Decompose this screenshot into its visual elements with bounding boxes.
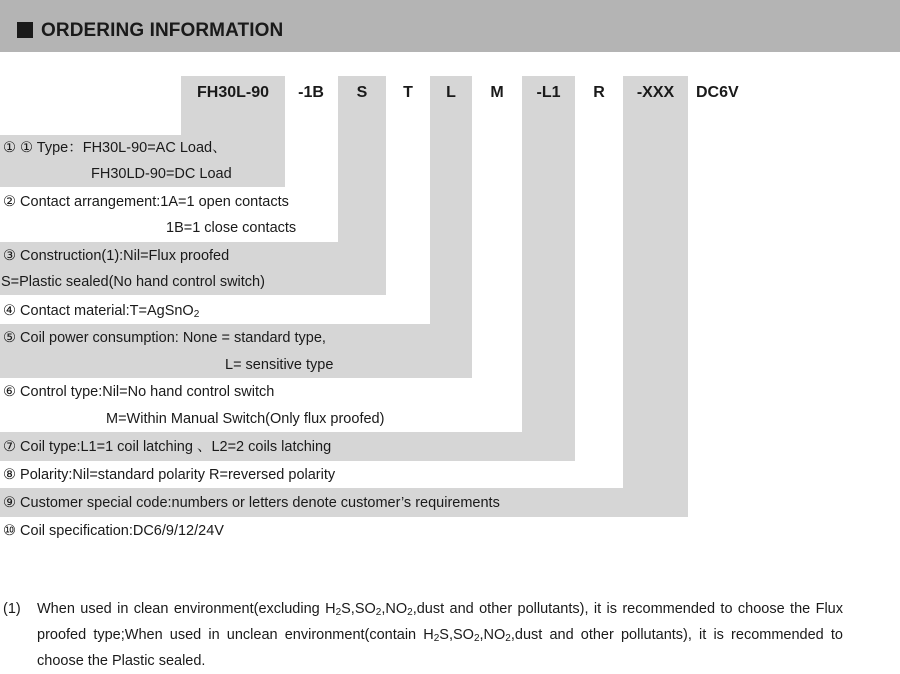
item-type-line1: ① ① Type：FH30L-90=AC Load、 <box>3 140 227 156</box>
code-construction: S <box>356 84 368 101</box>
item-coil-power-line1: ⑤ Coil power consumption: None = standard type, <box>3 330 326 346</box>
code-coil-type: -L1 <box>536 84 561 101</box>
item-coil-power-line2: L= sensitive type <box>225 357 334 373</box>
code-model: FH30L-90 <box>196 84 270 101</box>
footnote-sub: 2 <box>433 633 440 644</box>
item-construction-line2: S=Plastic sealed(No hand control switch) <box>1 274 265 290</box>
item-contact-line1: ② Contact arrangement:1A=1 open contacts <box>3 194 289 210</box>
code-control: M <box>490 84 504 101</box>
item-control-line1: ⑥ Control type:Nil=No hand control switch <box>3 384 275 400</box>
item-contact-line2: 1B=1 close contacts <box>166 220 297 236</box>
footnote-part: ,NO <box>381 601 408 617</box>
section-title: ORDERING INFORMATION <box>41 20 284 41</box>
footnote-sub: 2 <box>375 607 382 618</box>
item-material-line1 <box>3 302 199 320</box>
footnote-text <box>37 596 843 674</box>
item-control-line2: M=Within Manual Switch(Only flux proofed) <box>106 411 385 427</box>
item-construction-line1: ③ Construction(1):Nil=Flux proofed <box>3 248 230 264</box>
code-material: T <box>403 84 413 101</box>
footnote-part: S,SO <box>439 627 474 643</box>
item-type-line2: FH30LD-90=DC Load <box>91 166 232 182</box>
footnote-sub: 2 <box>473 633 480 644</box>
header-square-icon <box>17 22 33 38</box>
item-coil-spec-line1: ⑩ Coil specification:DC6/9/12/24V <box>3 523 224 539</box>
footnote-part: ,dust and other pollutants), it is recommended to choose the Flux proofed type;When used in unclean environment(contain H <box>37 601 843 643</box>
section-header-bar <box>0 0 900 52</box>
footnote-sub: 2 <box>407 607 413 618</box>
footnote-part: ,NO <box>479 627 506 643</box>
material-text: ④ Contact material:T=AgSnO <box>3 303 194 319</box>
footnote-part: S,SO <box>341 601 376 617</box>
footnote-sub: 2 <box>505 633 511 644</box>
code-customer: -XXX <box>636 84 675 101</box>
footnote-part: When used in clean environment(excluding H <box>37 601 336 617</box>
footnote-part: ,dust and other pollutants), it is recommended to choose the Plastic sealed. <box>37 627 843 669</box>
material-subscript: 2 <box>193 309 200 320</box>
code-column-xxx <box>623 76 688 517</box>
code-contact: -1B <box>298 84 324 101</box>
item-coil-type-line1: ⑦ Coil type:L1=1 coil latching 、L2=2 coils latching <box>3 439 332 455</box>
code-coil-power: L <box>446 84 456 101</box>
code-column-l1 <box>522 76 575 461</box>
item-polarity-line1: ⑧ Polarity:Nil=standard polarity R=reversed polarity <box>3 467 336 483</box>
footnote-sub: 2 <box>335 607 342 618</box>
code-polarity: R <box>593 84 605 101</box>
item-customer-line1: ⑨ Customer special code:numbers or letters denote customer’s requirements <box>3 495 500 511</box>
footnote-number: (1) <box>3 601 21 617</box>
code-coil-spec: DC6V <box>696 84 739 101</box>
